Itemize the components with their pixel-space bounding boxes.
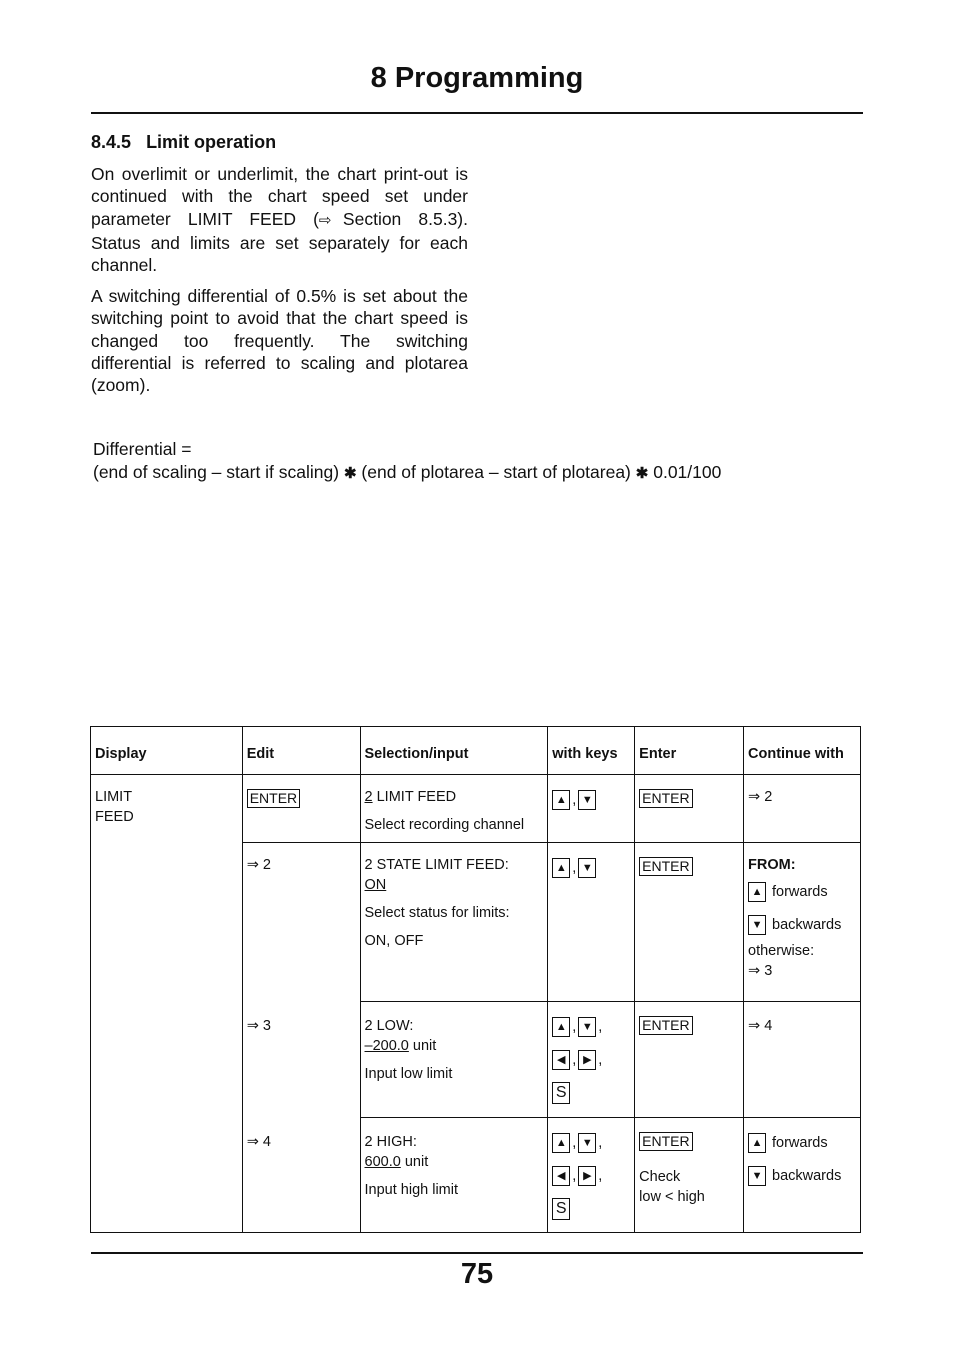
selection-description: Input low limit bbox=[364, 1066, 453, 1082]
selection-description: Input high limit bbox=[364, 1182, 459, 1198]
key-separator: , bbox=[572, 1167, 577, 1184]
paragraph-1 bbox=[91, 163, 468, 276]
formula-line-1: Differential = bbox=[93, 439, 192, 459]
header-keys: with keys bbox=[548, 727, 635, 775]
programming-table bbox=[90, 726, 861, 1233]
selection-options: ON, OFF bbox=[364, 933, 424, 949]
up-key-icon: ▲ bbox=[552, 858, 570, 878]
header-display: Display bbox=[91, 727, 243, 775]
key-separator: , bbox=[598, 1167, 603, 1184]
header-edit: Edit bbox=[242, 727, 360, 775]
down-key-icon: ▼ bbox=[748, 1166, 766, 1186]
s-key-icon: S bbox=[552, 1198, 570, 1220]
enter-key: ENTER bbox=[639, 789, 692, 808]
arrow-right-icon: ⇒ bbox=[246, 1133, 259, 1150]
enter-cell bbox=[635, 1118, 744, 1233]
keys-cell bbox=[548, 843, 635, 1002]
selection-value: –200.0 bbox=[364, 1038, 409, 1054]
paragraph-1-text-b: Section 8.5.3). Status and limits are set separately for each channel. bbox=[91, 208, 468, 276]
edit-cell bbox=[242, 775, 360, 843]
otherwise-label: otherwise: bbox=[748, 943, 815, 959]
arrow-right-icon: ⇒ bbox=[246, 1017, 259, 1034]
edit-target: 4 bbox=[262, 1133, 271, 1150]
edit-cell bbox=[242, 843, 360, 1002]
enter-cell bbox=[635, 843, 744, 1002]
enter-key: ENTER bbox=[639, 1132, 692, 1151]
selection-cell bbox=[360, 775, 548, 843]
arrow-right-icon: ⇒ bbox=[748, 789, 761, 805]
multiply-icon: ✱ bbox=[343, 465, 357, 482]
selection-unit: unit bbox=[408, 1038, 437, 1054]
key-separator: , bbox=[572, 859, 577, 876]
key-separator: , bbox=[598, 1018, 603, 1035]
continue-target: 4 bbox=[764, 1018, 773, 1034]
check-label: Check bbox=[639, 1169, 681, 1185]
up-key-icon: ▲ bbox=[552, 1133, 570, 1153]
forwards-label: forwards bbox=[772, 1134, 828, 1151]
header-enter: Enter bbox=[635, 727, 744, 775]
formula-line-2 bbox=[93, 461, 721, 485]
s-key-icon: S bbox=[552, 1082, 570, 1104]
differential-formula bbox=[93, 438, 721, 485]
paragraph-1-text-a: On overlimit or underlimit, the chart print-out is continued with the chart speed set under parameter LIMIT FEED ( bbox=[91, 164, 468, 229]
section-number: 8.4.5 bbox=[91, 132, 132, 152]
enter-key: ENTER bbox=[639, 857, 692, 876]
selection-label: 2 STATE LIMIT FEED: bbox=[364, 857, 509, 873]
down-key-icon: ▼ bbox=[578, 1017, 596, 1037]
selection-value: ON bbox=[364, 877, 387, 893]
selection-unit: unit bbox=[400, 1154, 429, 1170]
up-key-icon: ▲ bbox=[552, 1017, 570, 1037]
enter-cell bbox=[635, 1002, 744, 1118]
keys-cell bbox=[548, 775, 635, 843]
from-label: FROM: bbox=[748, 857, 796, 873]
left-key-icon: ◀ bbox=[552, 1166, 570, 1186]
right-key-icon: ▶ bbox=[578, 1166, 596, 1186]
selection-label: LIMIT FEED bbox=[372, 789, 457, 805]
page-number: 75 bbox=[460, 1258, 494, 1290]
down-key-icon: ▼ bbox=[578, 1133, 596, 1153]
edit-cell bbox=[242, 1118, 360, 1233]
edit-target: 3 bbox=[262, 1017, 271, 1034]
selection-description: Select recording channel bbox=[364, 817, 525, 833]
multiply-icon: ✱ bbox=[635, 465, 649, 482]
enter-key: ENTER bbox=[639, 1016, 692, 1035]
forwards-label: forwards bbox=[772, 883, 828, 900]
arrow-right-icon: ⇒ bbox=[748, 1018, 761, 1034]
formula-term-plotarea: (end of plotarea – start of plotarea) bbox=[361, 462, 631, 482]
up-key-icon: ▲ bbox=[748, 1133, 766, 1153]
continue-cell bbox=[744, 775, 861, 843]
selection-cell bbox=[360, 843, 548, 1002]
key-separator: , bbox=[598, 1051, 603, 1068]
display-line-1: LIMIT bbox=[95, 789, 133, 805]
enter-key: ENTER bbox=[247, 789, 300, 808]
selection-description: Select status for limits: bbox=[364, 905, 510, 921]
header-rule bbox=[91, 112, 863, 114]
right-key-icon: ▶ bbox=[578, 1050, 596, 1070]
left-key-icon: ◀ bbox=[552, 1050, 570, 1070]
keys-cell bbox=[548, 1118, 635, 1233]
edit-target: 2 bbox=[262, 857, 271, 873]
formula-factor: 0.01/100 bbox=[653, 462, 722, 482]
enter-cell bbox=[635, 775, 744, 843]
key-separator: , bbox=[572, 1018, 577, 1035]
otherwise-target: 3 bbox=[764, 963, 773, 979]
display-line-2: FEED bbox=[95, 809, 134, 825]
selection-cell bbox=[360, 1118, 548, 1233]
continue-target: 2 bbox=[764, 789, 773, 805]
selection-cell bbox=[360, 1002, 548, 1118]
down-key-icon: ▼ bbox=[578, 858, 596, 878]
backwards-label: backwards bbox=[772, 916, 842, 933]
key-separator: , bbox=[572, 1051, 577, 1068]
keys-cell bbox=[548, 1002, 635, 1118]
key-separator: , bbox=[572, 791, 577, 808]
footer-rule bbox=[91, 1252, 863, 1254]
header-continue: Continue with bbox=[744, 727, 861, 775]
key-separator: , bbox=[598, 1134, 603, 1151]
channel-number: 2 bbox=[364, 789, 373, 805]
table-row bbox=[91, 775, 861, 843]
section-title: Limit operation bbox=[146, 132, 277, 152]
up-key-icon: ▲ bbox=[748, 882, 766, 902]
formula-term-scaling: (end of scaling – start if scaling) bbox=[93, 462, 340, 482]
page-title: 8 Programming bbox=[370, 62, 584, 94]
check-condition: low < high bbox=[639, 1189, 705, 1205]
header-selection: Selection/input bbox=[360, 727, 548, 775]
selection-label: 2 HIGH: bbox=[364, 1134, 417, 1150]
edit-cell bbox=[242, 1002, 360, 1118]
paragraph-2: A switching differential of 0.5% is set about the switching point to avoid that the chart speed is changed too frequently. The switching differential is referred to scaling and plotarea (zoom). bbox=[91, 286, 468, 396]
section-heading bbox=[91, 132, 276, 153]
backwards-label: backwards bbox=[772, 1167, 842, 1184]
display-cell bbox=[91, 775, 243, 1233]
arrow-right-icon: ⇨ bbox=[318, 211, 332, 229]
arrow-right-icon: ⇒ bbox=[246, 857, 259, 873]
arrow-right-icon: ⇒ bbox=[748, 963, 761, 979]
table-header-row bbox=[91, 727, 861, 775]
up-key-icon: ▲ bbox=[552, 790, 570, 810]
continue-cell bbox=[744, 843, 861, 1002]
selection-value: 600.0 bbox=[364, 1154, 401, 1170]
down-key-icon: ▼ bbox=[578, 790, 596, 810]
selection-label: 2 LOW: bbox=[364, 1018, 414, 1034]
continue-cell bbox=[744, 1118, 861, 1233]
key-separator: , bbox=[572, 1134, 577, 1151]
down-key-icon: ▼ bbox=[748, 915, 766, 935]
continue-cell bbox=[744, 1002, 861, 1118]
